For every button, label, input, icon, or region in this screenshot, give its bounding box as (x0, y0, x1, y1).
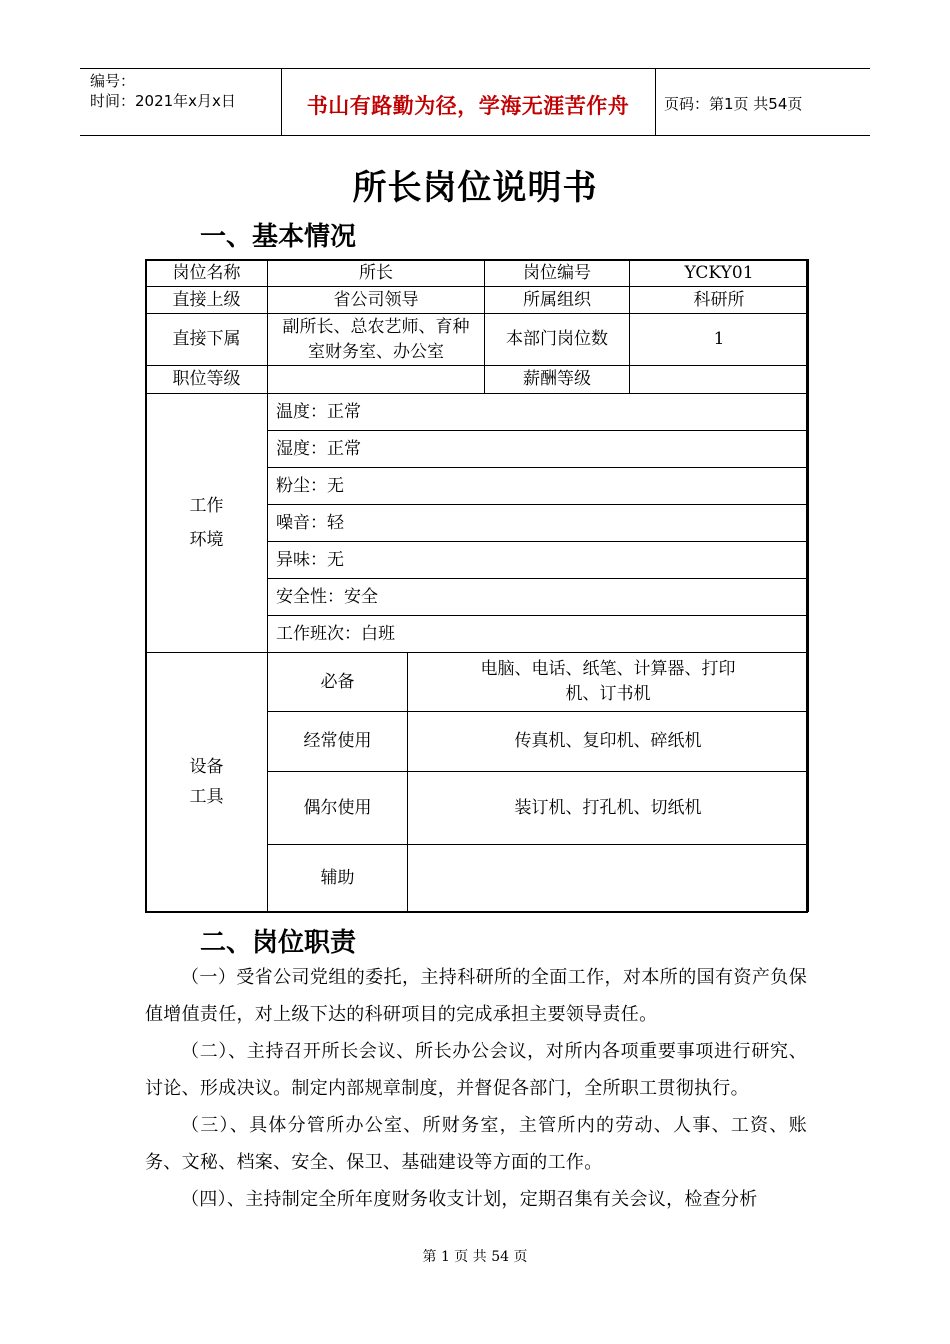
header-page-info: 页码：第1页 共54页 (664, 95, 803, 113)
header-time: 时间：2021年x月x日 (90, 92, 236, 110)
environment-item: 湿度：正常 (268, 431, 809, 468)
post-count-label: 本部门岗位数 (485, 314, 630, 366)
equipment-items: 传真机、复印机、碎纸机 (408, 712, 809, 772)
post-code-value: YCKY01 (630, 260, 809, 287)
equipment-label-line: 工具 (189, 787, 224, 807)
basic-info-table (145, 259, 809, 912)
environment-item: 工作班次：白班 (268, 616, 809, 653)
equipment-label-line: 设备 (189, 757, 224, 777)
environment-label-line: 工作 (189, 496, 224, 516)
post-code-label: 岗位编号 (485, 260, 630, 287)
environment-item: 粉尘：无 (268, 468, 809, 505)
environment-label (146, 394, 268, 653)
equipment-type: 必备 (268, 653, 408, 712)
grade-value (268, 366, 485, 394)
duty-paragraph: （四）、主持制定全所年度财务收支计划，定期召集有关会议，检查分析 (181, 1189, 758, 1210)
post-count-value: 1 (630, 314, 809, 366)
equipment-items: 装订机、打孔机、切纸机 (408, 772, 809, 845)
duty-paragraph: （一）受省公司党组的委托，主持科研所的全面工作，对本所的国有资产负保值增值责任，对上级下达的科研项目的完成承担主要领导责任。 (145, 967, 807, 1025)
subordinate-value: 副所长、总农艺师、育种室财务室、办公室 (268, 314, 485, 366)
section-heading-basic: 一、基本情况 (200, 222, 357, 252)
environment-item: 噪音：轻 (268, 505, 809, 542)
post-name-value: 所长 (268, 260, 485, 287)
header-number: 编号： (90, 72, 136, 90)
header-motto: 书山有路勤为径，学海无涯苦作舟 (306, 94, 630, 118)
equipment-label (146, 653, 268, 912)
duty-paragraph: （三）、具体分管所办公室、所财务室，主管所内的劳动、人事、工资、账务、文秘、档案、安全、保卫、基础建设等方面的工作。 (145, 1115, 807, 1173)
environment-item: 安全性：安全 (268, 579, 809, 616)
document-title: 所长岗位说明书 (352, 168, 598, 208)
org-label: 所属组织 (485, 287, 630, 314)
org-value: 科研所 (630, 287, 809, 314)
page-footer: 第 1 页 共 54 页 (422, 1249, 528, 1265)
environment-item: 温度：正常 (268, 394, 809, 431)
salary-value (630, 366, 809, 394)
equipment-type: 经常使用 (268, 712, 408, 772)
header-bottom-rule (80, 135, 870, 136)
environment-label-line: 环境 (189, 530, 224, 550)
environment-item: 异味：无 (268, 542, 809, 579)
post-name-label: 岗位名称 (146, 260, 268, 287)
grade-label: 职位等级 (146, 366, 268, 394)
duty-paragraph: （二）、主持召开所长会议、所长办公会议，对所内各项重要事项进行研究、讨论、形成决议。制定内部规章制度，并督促各部门，全所职工贯彻执行。 (145, 1041, 807, 1099)
superior-value: 省公司领导 (268, 287, 485, 314)
salary-label: 薪酬等级 (485, 366, 630, 394)
equipment-type: 辅助 (268, 845, 408, 912)
superior-label: 直接上级 (146, 287, 268, 314)
equipment-items (408, 845, 809, 912)
equipment-items: 电脑、电话、纸笔、计算器、打印机、订书机 (408, 653, 809, 712)
header-top-rule (80, 68, 870, 69)
header-divider (655, 68, 656, 135)
section-heading-duties: 二、岗位职责 (200, 928, 357, 958)
equipment-type: 偶尔使用 (268, 772, 408, 845)
subordinate-label: 直接下属 (146, 314, 268, 366)
